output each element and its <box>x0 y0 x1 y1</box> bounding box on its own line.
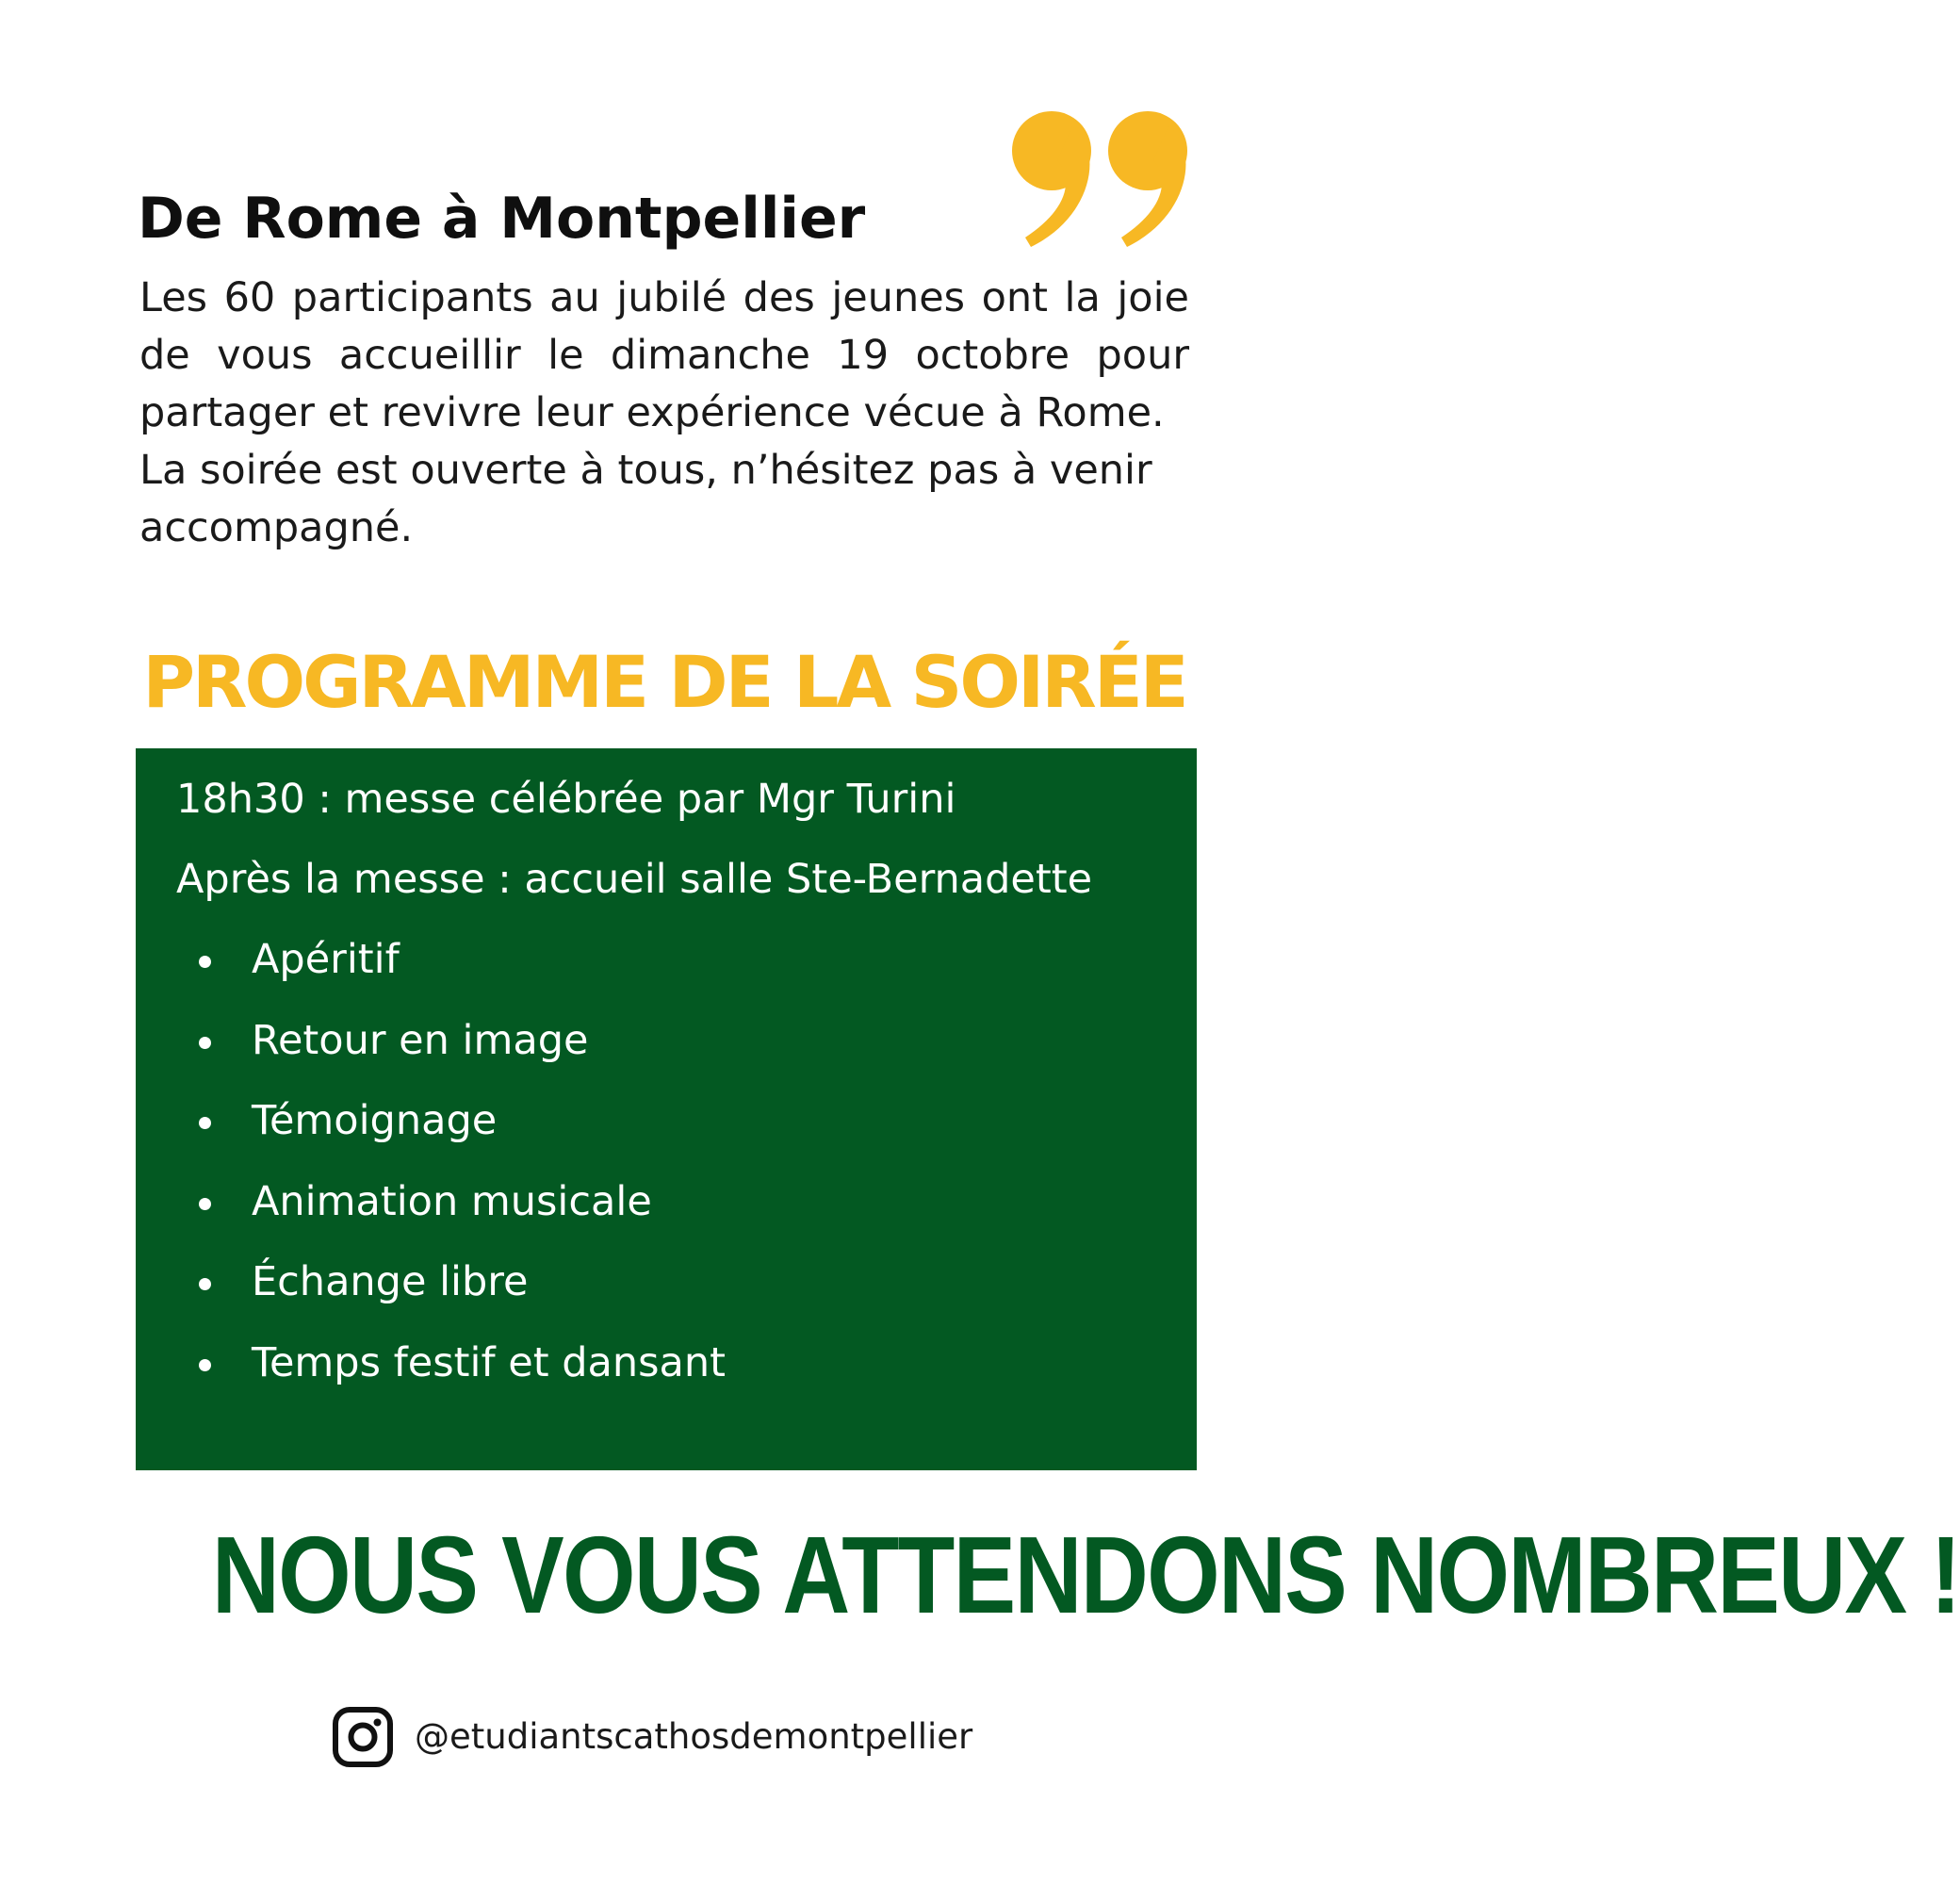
intro-paragraph: Les 60 participants au jubilé des jeunes ont la joie de vous accueillir le dimanche 19 octobre pour partager et revivre leur expérience vécue à Rome. <box>139 274 1189 436</box>
closing-call-to-action: NOUS VOUS ATTENDONS NOMBREUX ! <box>211 1514 1960 1636</box>
social-handle <box>332 1704 972 1770</box>
list-item: Temps festif et dansant <box>252 1336 726 1389</box>
page-title: De Rome à Montpellier <box>138 186 866 252</box>
list-item: Apéritif <box>252 933 400 986</box>
list-item: Échange libre <box>252 1255 528 1308</box>
intro-paragraph-invitation: La soirée est ouverte à tous, n’hésitez pas à venir accompagné. <box>139 447 1152 551</box>
instagram-icon <box>332 1706 394 1768</box>
mass-time-line: 18h30 : messe célébrée par Mgr Turini <box>176 776 956 823</box>
instagram-handle: @etudiantscathosdemontpellier <box>415 1716 973 1757</box>
welcome-line: Après la messe : accueil salle Ste-Bernadette <box>176 856 1093 903</box>
program-box <box>136 748 1197 1470</box>
list-item: Retour en image <box>252 1014 588 1067</box>
program-title: PROGRAMME DE LA SOIRÉE <box>142 640 1186 724</box>
quote-icon <box>1006 106 1200 256</box>
intro-text <box>139 270 1189 557</box>
list-item: Témoignage <box>252 1094 497 1147</box>
list-item: Animation musicale <box>252 1175 652 1228</box>
